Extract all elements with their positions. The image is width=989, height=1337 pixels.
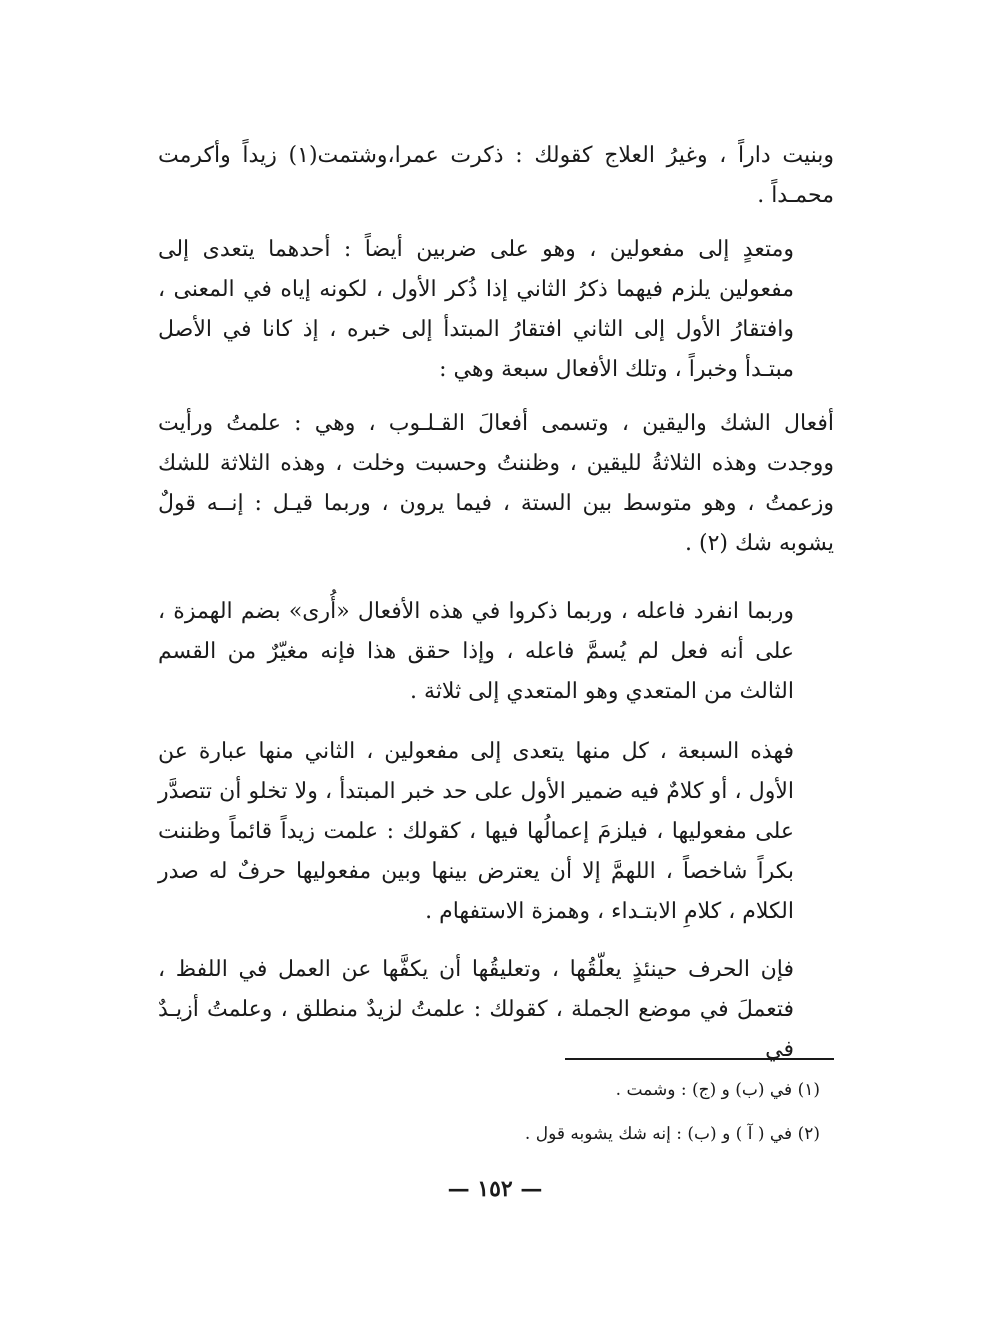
- footnote: [300, 1116, 820, 1152]
- body-paragraph: [158, 404, 834, 564]
- paragraph-text: وربما انفرد فاعله ، وربما ذكروا في هذه الأفعال «أُرى» بضم الهمزة ، على أنه فعل لم يُسمَّ فاعله ، وإذا حقق هذا فإنه مغيّرٌ من القسم الثالث من المتعدي وهو المتعدي إلى ثلاثة .: [158, 599, 794, 704]
- paragraph-text: أفعال الشك واليقين ، وتسمى أفعالَ القـلـوب ، وهي : علمتُ ورأيت ووجدت وهذه الثلاثةُ لليقين ، وظننتُ وحسبت وخلت ، وهذه الثلاثة للشك وزعمتُ ، وهو متوسط بين الستة ، فيما يرون ، وربما قيـل : إنــه قولٌ يشوبه شك (٢) .: [158, 411, 834, 556]
- footnote: [300, 1072, 820, 1108]
- body-paragraph: [158, 950, 834, 1070]
- body-paragraph: [158, 732, 834, 932]
- body-paragraph: [158, 136, 834, 216]
- paragraph-text: ومتعدٍ إلى مفعولين ، وهو على ضربين أيضاً : أحدهما يتعدى إلى مفعولين يلزم فيهما ذكرُ الثاني إذا ذُكر الأول ، لكونه إياه في المعنى ، وافتقارُ الأول إلى الثاني افتقارُ المبتدأ إلى خبره ، إذ كانا في الأصل مبتـدأ وخبراً ، وتلك الأفعال سبعة وهي :: [158, 237, 794, 382]
- paragraph-text: وبنيت داراً ، وغيرُ العلاج كقولك : ذكرت عمرا،وشتمت(١) زيداً وأكرمت محمـداً .: [158, 143, 834, 208]
- paragraph-text: فإن الحرف حينئذٍ يعلّقُها ، وتعليقُها أن يكفَّها عن العمل في اللفظ ، فتعملَ في موضع الجملة ، كقولك : علمتُ لزيدٌ منطلق ، وعلمتُ أزيـدٌ في: [158, 957, 794, 1062]
- body-paragraph: [158, 230, 834, 390]
- footnote-text: (٢) في ( آ ) و (ب) : إنه شك يشوبه قول .: [524, 1124, 820, 1144]
- footnote-divider: [565, 1058, 834, 1060]
- footnote-text: (١) في (ب) و (ج) : وشمت .: [615, 1080, 820, 1100]
- paragraph-text: فهذه السبعة ، كل منها يتعدى إلى مفعولين ، الثاني منها عبارة عن الأول ، أو كلامٌ فيه ضمير الأول على حد خبر المبتدأ ، ولا تخلو أن تتصدَّر على مفعوليها ، فيلزمَ إعمالُها فيها ، كقولك : علمت زيداً قائماً وظننت بكراً شاخصاً ، اللهمَّ إلا أن يعترض بينها وبين مفعوليها حرفٌ له صدر الكلام ، كلامِ الابتـداء ، وهمزة الاستفهام .: [158, 739, 794, 924]
- page-number: — ١٥٢ —: [447, 1176, 543, 1202]
- body-paragraph: [158, 592, 834, 712]
